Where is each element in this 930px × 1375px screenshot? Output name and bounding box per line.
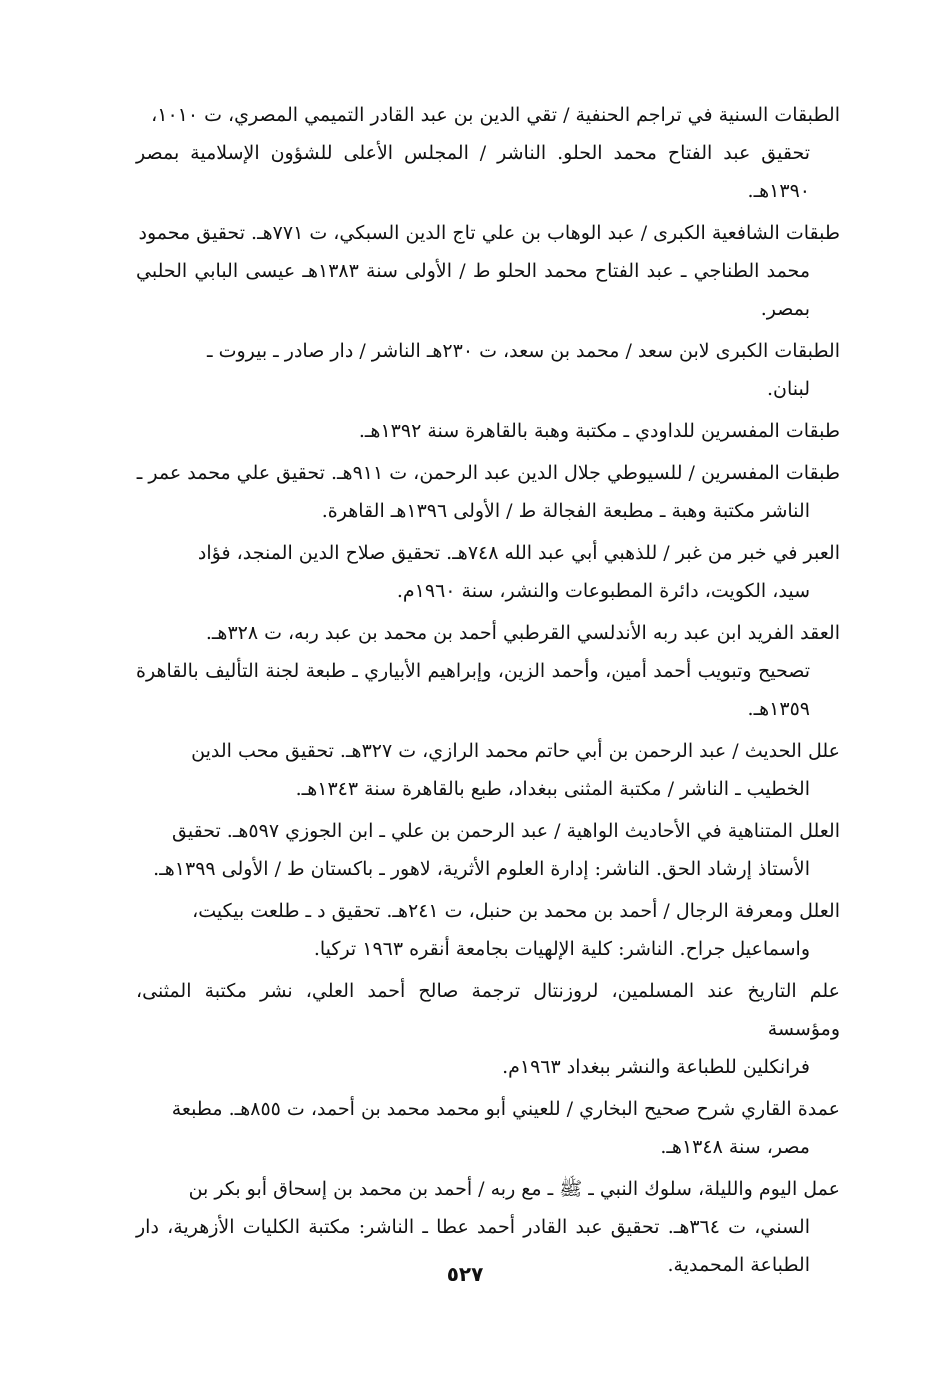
bibliography-entry [136, 892, 840, 968]
bibliography-entry [136, 732, 840, 808]
bibliography-entry [136, 96, 840, 210]
bibliography-entry [136, 412, 840, 450]
entry-first-line: عمل اليوم والليلة، سلوك النبي ـ ﷺ ـ مع ربه / أحمد بن محمد بن إسحاق أبو بكر بن [188, 1178, 840, 1200]
entry-continuation: تحقيق عبد الفتاح محمد الحلو. الناشر / المجلس الأعلى للشؤون الإسلامية بمصر ١٣٩٠هـ. [136, 142, 810, 202]
entry-first-line: الطبقات الكبرى لابن سعد / محمد بن سعد، ت ٢٣٠هـ الناشر / دار صادر ـ بيروت ـ [206, 340, 840, 362]
bibliography-entry [136, 214, 840, 328]
entry-first-line: علم التاريخ عند المسلمين، لروزنتال ترجمة صالح أحمد العلي، نشر مكتبة المثنى، ومؤسسة [136, 980, 840, 1040]
entry-first-line: طبقات الشافعية الكبرى / عبد الوهاب بن علي تاج الدين السبكي، ت ٧٧١هـ. تحقيق محمود [138, 222, 840, 244]
entry-first-line: العلل المتناهية في الأحاديث الواهية / عبد الرحمن بن علي ـ ابن الجوزي ٥٩٧هـ. تحقيق [172, 820, 840, 842]
bibliography-entry [136, 614, 840, 728]
entry-continuation: واسماعيل جراح. الناشر: كلية الإلهيات بجامعة أنقره ١٩٦٣ تركيا. [313, 938, 810, 960]
bibliography-list [136, 96, 840, 1288]
bibliography-entry [136, 1090, 840, 1166]
entry-continuation: مصر، سنة ١٣٤٨هـ. [660, 1136, 810, 1158]
entry-continuation: محمد الطناجي ـ عبد الفتاح محمد الحلو ط / الأولى سنة ١٣٨٣هـ عيسى البابي الحلبي بمصر. [136, 260, 811, 320]
bibliography-entry [136, 454, 840, 530]
entry-first-line: عمدة القاري شرح صحيح البخاري / للعيني أبو محمد محمد بن أحمد، ت ٨٥٥هـ. مطبعة [171, 1098, 840, 1120]
entry-continuation: سيد، الكويت، دائرة المطبوعات والنشر، سنة ١٩٦٠م. [396, 580, 810, 602]
entry-first-line: طبقات المفسرين / للسيوطي جلال الدين عبد الرحمن، ت ٩١١هـ. تحقيق علي محمد عمر ـ [136, 462, 840, 484]
bibliography-entry [136, 534, 840, 610]
entry-continuation: الناشر مكتبة وهبة ـ مطبعة الفجالة ط / الأولى ١٣٩٦هـ القاهرة. [321, 500, 810, 522]
entry-first-line: طبقات المفسرين للداودي ـ مكتبة وهبة بالقاهرة سنة ١٣٩٢هـ. [358, 420, 840, 442]
page-number: ٥٢٧ [446, 1262, 484, 1286]
entry-first-line: العقد الفريد ابن عبد ربه الأندلسي القرطبي أحمد بن محمد بن عبد ربه، ت ٣٢٨هـ. [205, 622, 840, 644]
entry-continuation: الخطيب ـ الناشر / مكتبة المثنى ببغداد، طبع بالقاهرة سنة ١٣٤٣هـ. [295, 778, 810, 800]
entry-continuation: تصحيح وتبويب أحمد أمين، وأحمد الزين، وإبراهيم الأبياري ـ طبعة لجنة التأليف بالقاهرة ١٣٥٩هـ. [136, 660, 810, 720]
entry-first-line: علل الحديث / عبد الرحمن بن أبي حاتم محمد الرازي، ت ٣٢٧هـ. تحقيق محب الدين [191, 740, 840, 762]
bibliography-entry [136, 972, 840, 1086]
bibliography-entry [136, 812, 840, 888]
entry-continuation: الأستاذ إرشاد الحق. الناشر: إدارة العلوم الأثرية، لاهور ـ باكستان ط / الأولى ١٣٩٩هـ. [153, 858, 810, 880]
entry-first-line: الطبقات السنية في تراجم الحنفية / تقي الدين بن عبد القادر التميمي المصري، ت ١٠١٠، [151, 104, 840, 126]
entry-continuation: لبنان. [766, 378, 810, 400]
entry-continuation: السني، ت ٣٦٤هـ. تحقيق عبد القادر أحمد عطا ـ الناشر: مكتبة الكليات الأزهرية، دار الطباعة المحمدية. [136, 1216, 810, 1276]
bibliography-entry [136, 332, 840, 408]
entry-first-line: العبر في خبر من غبر / للذهبي أبي عبد الله ٧٤٨هـ. تحقيق صلاح الدين المنجد، فؤاد [197, 542, 840, 564]
entry-first-line: العلل ومعرفة الرجال / أحمد بن محمد بن حنبل، ت ٢٤١هـ. تحقيق د ـ طلعت بيكيت، [192, 900, 840, 922]
entry-continuation: فرانكلين للطباعة والنشر ببغداد ١٩٦٣م. [502, 1056, 810, 1078]
